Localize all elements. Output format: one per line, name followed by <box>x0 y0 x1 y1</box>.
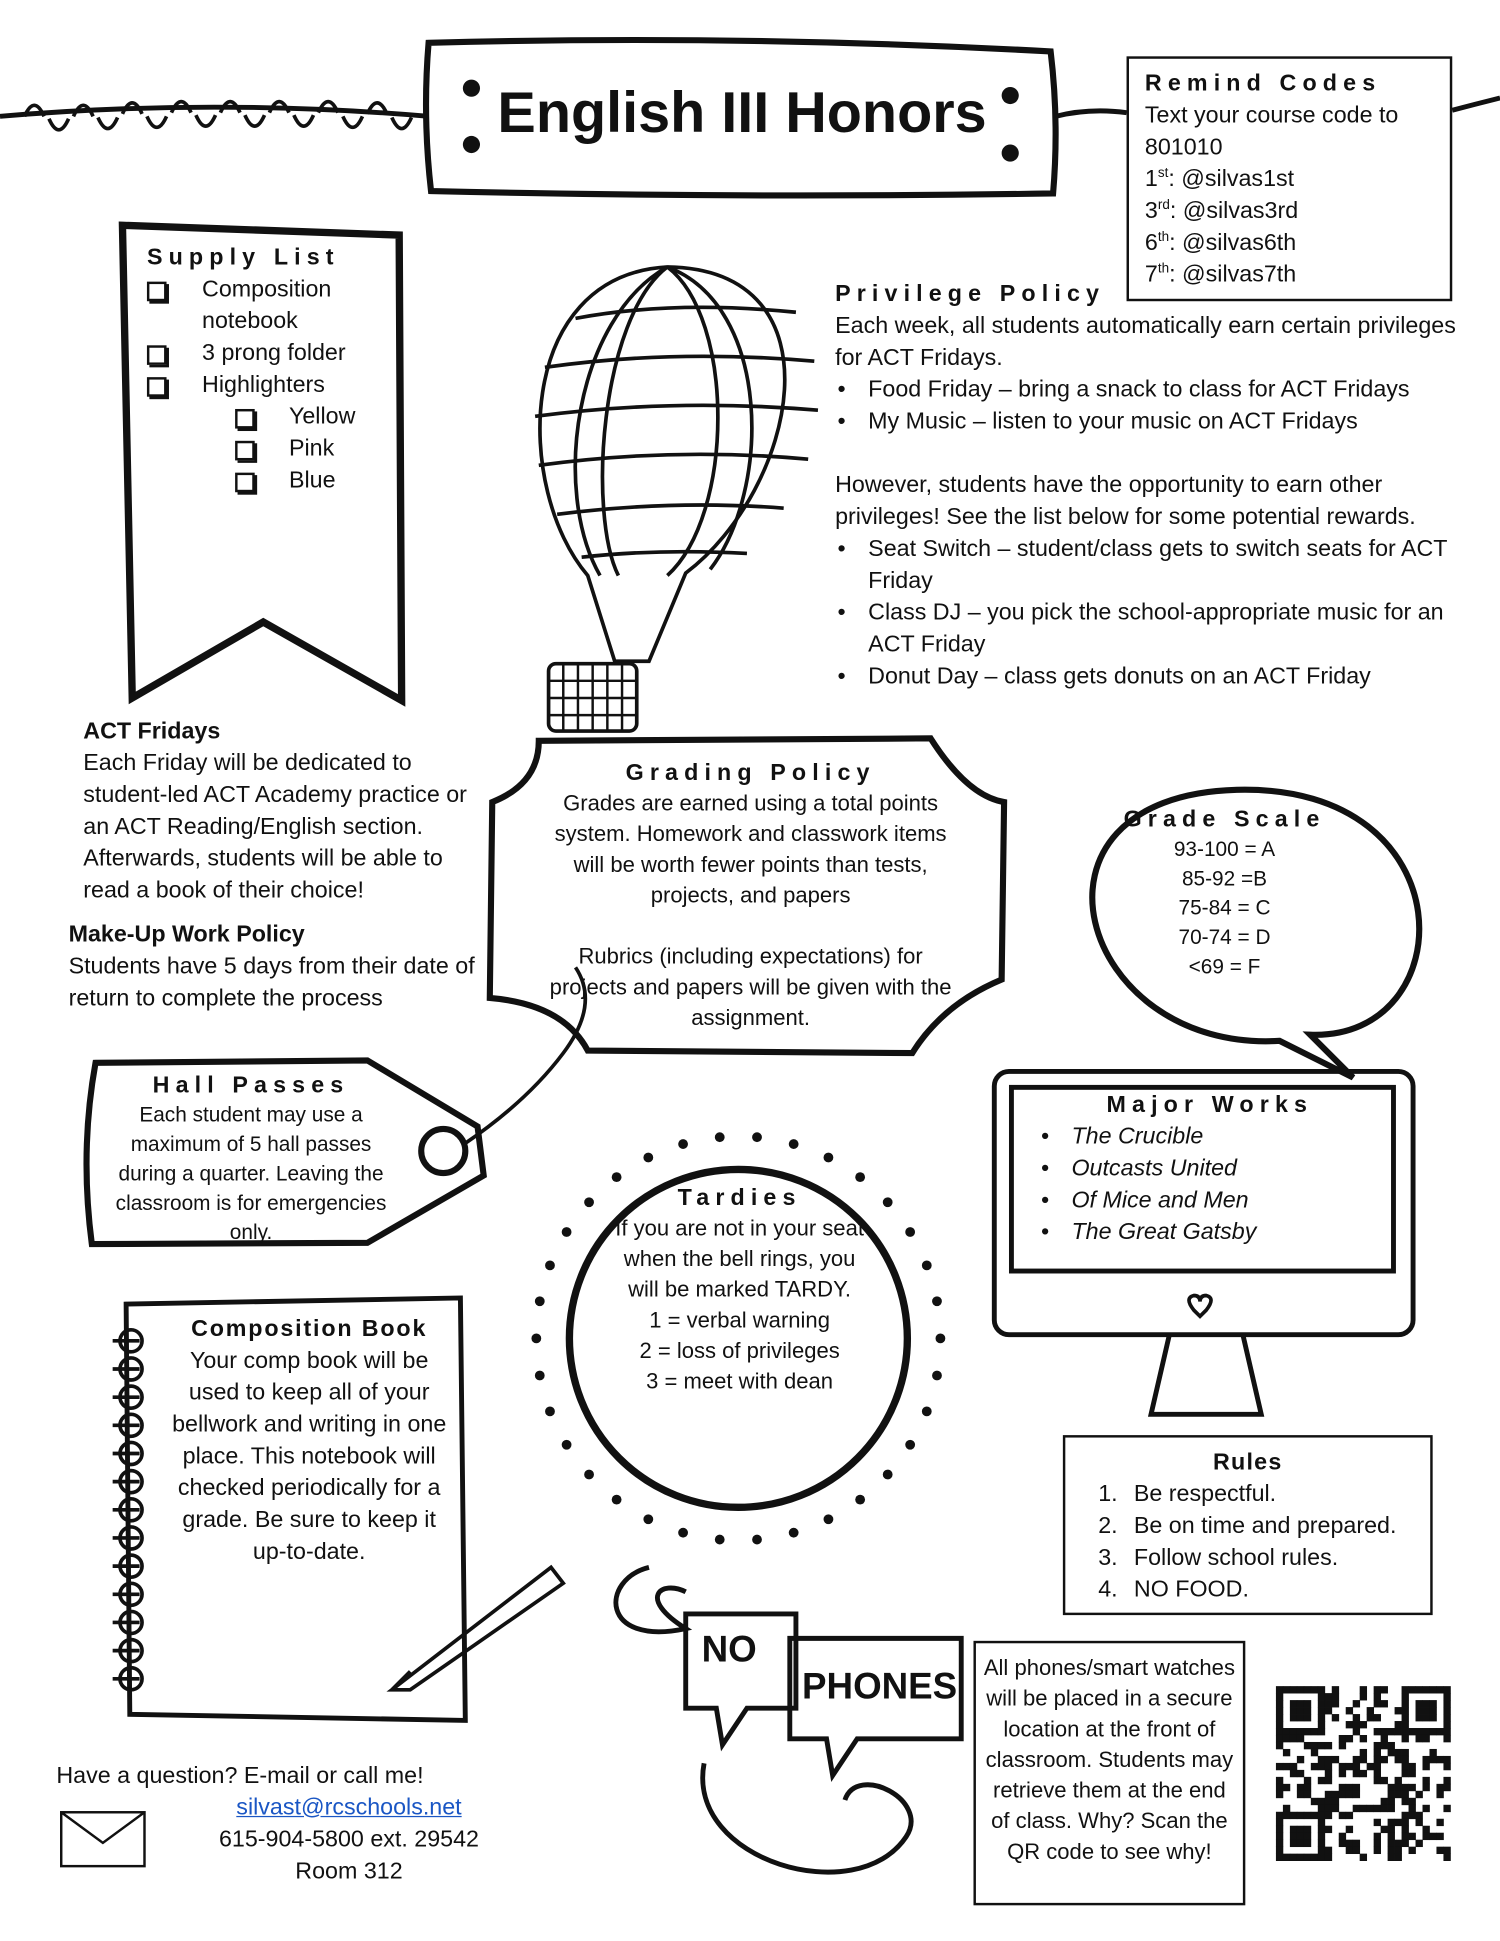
dot <box>562 1440 572 1450</box>
dot <box>883 1470 893 1480</box>
supply-heading: Supply List <box>146 244 340 271</box>
supply-list <box>147 242 392 497</box>
dot <box>531 1333 541 1343</box>
privilege-heading: Privilege Policy <box>835 281 1106 308</box>
supply-label: Yellow <box>288 404 356 430</box>
act-fridays <box>83 716 475 907</box>
tardy-rule: 3 = meet with dean <box>646 1368 834 1394</box>
suffix: th <box>1157 261 1170 277</box>
pencil-icon <box>392 1567 563 1689</box>
tardies-heading: Tardies <box>677 1185 802 1212</box>
scale-row: 85-92 =B <box>1181 866 1268 891</box>
dot <box>905 1440 915 1450</box>
checkbox-icon <box>147 282 167 302</box>
dot <box>715 1535 725 1545</box>
tag-hole <box>421 1129 465 1173</box>
dot <box>535 1296 545 1306</box>
dot <box>643 1514 653 1524</box>
supply-item <box>147 338 392 370</box>
remind-code <box>1145 164 1434 196</box>
dot <box>535 1371 545 1381</box>
phones-policy-box <box>973 1641 1245 1905</box>
hall-heading: Hall Passes <box>152 1072 350 1099</box>
supply-item <box>147 274 392 338</box>
contact-question: Have a question? E-mail or call me! <box>56 1763 424 1789</box>
code: : @silvas7th <box>1169 262 1297 288</box>
list-item: • Donut Day – class gets donuts on an ACT Friday <box>835 661 1472 693</box>
room-number: Room 312 <box>295 1858 403 1885</box>
makeup-text: Students have 5 days from their date of return to complete the process <box>68 953 475 1012</box>
rule-item: 3. Follow school rules. <box>1124 1543 1415 1575</box>
dot <box>612 1495 622 1505</box>
email-link[interactable]: silvast@rcschools.net <box>236 1795 462 1821</box>
scale-row: <69 = F <box>1188 955 1261 979</box>
dot <box>752 1535 762 1545</box>
dot <box>545 1406 555 1416</box>
composition-book <box>165 1314 453 1569</box>
comp-heading: Composition Book <box>191 1316 428 1343</box>
makeup-heading: Make-Up Work Policy <box>68 922 305 948</box>
rule-item: 4. NO FOOD. <box>1124 1575 1415 1607</box>
dot <box>678 1528 688 1538</box>
no-label: NO <box>701 1629 757 1671</box>
grading-p2: Rubrics (including expectations) for projects and papers will be given with the assignment. <box>549 944 952 1030</box>
remind-code <box>1145 228 1434 260</box>
rule-item: 1. Be respectful. <box>1124 1479 1415 1511</box>
tardy-rule: 2 = loss of privileges <box>639 1338 840 1363</box>
dot <box>932 1371 942 1381</box>
works-heading: Major Works <box>1106 1092 1314 1118</box>
list-item: • My Music – listen to your music on ACT Fridays <box>835 407 1472 439</box>
dot <box>922 1260 932 1270</box>
act-heading: ACT Fridays <box>83 718 221 745</box>
dot <box>643 1153 653 1163</box>
suffix: th <box>1157 229 1170 245</box>
grade-scale <box>1102 806 1347 982</box>
major-works <box>1038 1090 1381 1249</box>
period: 3 <box>1144 198 1158 225</box>
scale-row: 75-84 = C <box>1178 896 1271 920</box>
dot <box>824 1514 834 1524</box>
dot <box>562 1227 572 1237</box>
no-phones-bubbles <box>616 1567 961 1872</box>
period: 6 <box>1144 230 1158 256</box>
period: 7 <box>1144 262 1158 288</box>
supply-sub-item <box>235 465 392 497</box>
act-text: Each Friday will be dedicated to student-led ACT Academy practice or an ACT Reading/English section. Afterwards, students will be able to read a book of their choice! <box>83 750 467 904</box>
grading-heading: Grading Policy <box>625 760 876 787</box>
dot <box>855 1495 865 1505</box>
supply-label: Composition notebook <box>202 276 332 335</box>
dot <box>715 1132 725 1142</box>
supply-label: Pink <box>288 435 335 462</box>
supply-sub-item <box>235 402 392 434</box>
list-item: • Seat Switch – student/class gets to switch seats for ACT Friday <box>835 534 1472 598</box>
dot <box>932 1296 942 1306</box>
hall-text: Each student may use a maximum of 5 hall passes during a quarter. Leaving the classroom is for emergencies only. <box>115 1103 387 1245</box>
checkbox-icon <box>235 409 255 429</box>
checkbox-icon <box>147 377 167 397</box>
code: : @silvas1st <box>1168 166 1295 193</box>
period: 1 <box>1144 166 1158 193</box>
list-item: • Of Mice and Men <box>1038 1185 1381 1217</box>
dot <box>936 1333 946 1343</box>
checkbox-icon <box>147 345 167 365</box>
contact-info <box>184 1793 515 1889</box>
privilege-policy <box>835 279 1472 693</box>
remind-codes-box <box>1127 56 1453 301</box>
scale-row: 70-74 = D <box>1178 925 1271 949</box>
rules-heading: Rules <box>1213 1449 1283 1476</box>
checkbox-icon <box>235 441 255 461</box>
scale-heading: Grade Scale <box>1123 806 1326 833</box>
dot <box>678 1139 688 1149</box>
grading-policy <box>549 758 953 1034</box>
tardy-rule: 1 = verbal warning <box>649 1307 830 1333</box>
list-item: • The Great Gatsby <box>1038 1217 1381 1249</box>
supply-sub-item <box>235 433 392 465</box>
rules-box <box>1063 1435 1433 1615</box>
dot <box>824 1153 834 1163</box>
dot <box>584 1470 594 1480</box>
suffix: st <box>1157 166 1169 181</box>
list-item: • Food Friday – bring a snack to class for ACT Fridays <box>835 375 1472 407</box>
list-item: • Outcasts United <box>1038 1153 1381 1185</box>
privilege-extra-intro: However, students have the opportunity to earn other privileges! See the list below for some potential rewards. <box>835 472 1416 531</box>
supply-label: Highlighters <box>202 372 325 398</box>
tardies-text: If you are not in your seat when the bell rings, you will be marked TARDY. <box>615 1215 864 1302</box>
phones-label: PHONES <box>802 1666 958 1707</box>
comp-text: Your comp book will be used to keep all of your bellwork and writing in one place. This notebook will checked periodically for a grade. Be sure to keep it up-to-date. <box>172 1348 447 1565</box>
remind-heading: Remind Codes <box>1144 71 1382 97</box>
supply-label: 3 prong folder <box>202 340 346 367</box>
list-item: • The Crucible <box>1038 1122 1381 1154</box>
dot <box>922 1406 932 1416</box>
remind-code <box>1145 196 1434 228</box>
phone-number: 615-904-5800 ext. 29542 <box>218 1826 479 1853</box>
supply-item <box>147 370 392 402</box>
checkbox-icon <box>235 473 255 493</box>
dot <box>789 1528 799 1538</box>
grading-p1: Grades are earned using a total points system. Homework and classwork items will be worth fewer points than tests, projects, and papers <box>554 791 947 908</box>
supply-label: Blue <box>288 467 336 494</box>
dot <box>789 1139 799 1149</box>
scale-row: 93-100 = A <box>1173 837 1276 861</box>
envelope-icon <box>61 1812 144 1866</box>
code: : @silvas3rd <box>1169 198 1299 225</box>
code: : @silvas6th <box>1169 230 1297 256</box>
remind-intro: Text your course code to <box>1144 102 1399 129</box>
remind-number: 801010 <box>1144 134 1223 161</box>
dot <box>752 1132 762 1142</box>
hot-air-balloon <box>535 267 818 731</box>
dot <box>855 1172 865 1182</box>
privilege-intro: Each week, all students automatically earn certain privileges for ACT Fridays. <box>835 313 1456 372</box>
rule-item: 2. Be on time and prepared. <box>1124 1511 1415 1543</box>
suffix: rd <box>1157 197 1170 213</box>
dot <box>584 1197 594 1207</box>
page-title: English III Honors <box>497 79 987 145</box>
tardies <box>606 1183 873 1397</box>
phones-text: All phones/smart watches will be placed in a secure location at the front of classroom. Students may retrieve them at the end of class. Why? Scan the QR code to see why! <box>983 1655 1235 1864</box>
hall-passes <box>104 1071 398 1247</box>
dot <box>612 1172 622 1182</box>
dot <box>883 1197 893 1207</box>
list-item: • Class DJ – you pick the school-appropriate music for an ACT Friday <box>835 598 1472 662</box>
makeup-policy <box>69 920 479 1016</box>
dot <box>905 1227 915 1237</box>
dot <box>545 1260 555 1270</box>
